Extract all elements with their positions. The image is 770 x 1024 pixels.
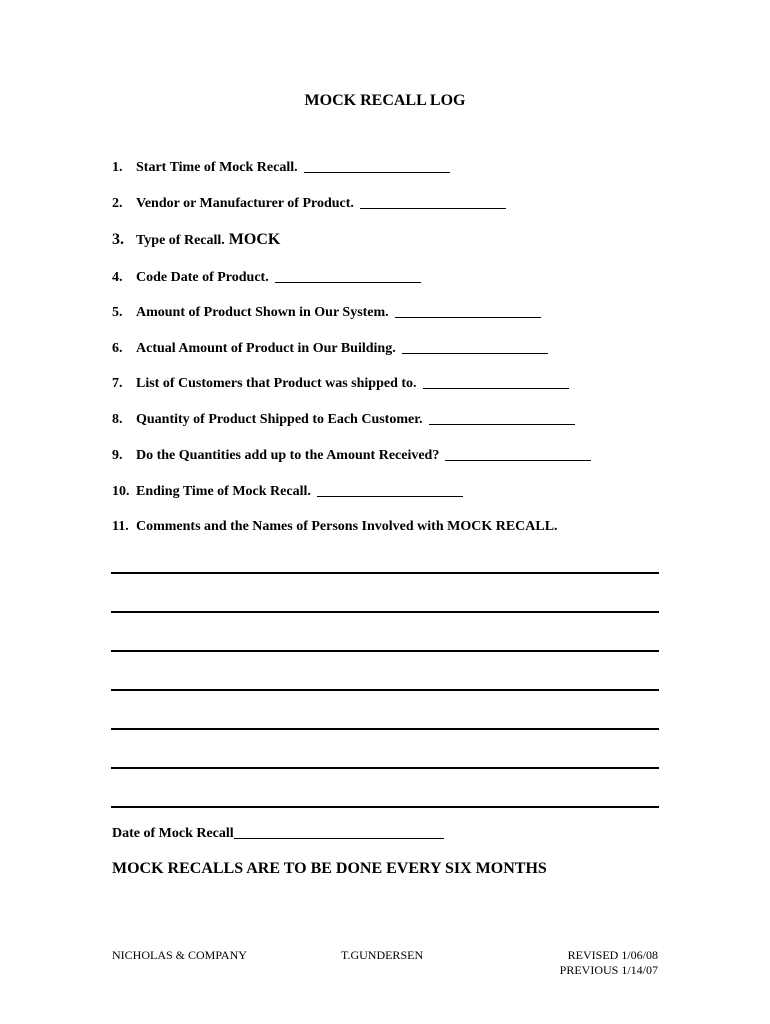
- item-label: Actual Amount of Product in Our Building.: [136, 341, 396, 356]
- item-number: 9.: [112, 448, 123, 463]
- recall-type-value: MOCK: [228, 231, 281, 248]
- frequency-notice: MOCK RECALLS ARE TO BE DONE EVERY SIX MONTHS: [112, 860, 547, 877]
- comment-line[interactable]: [111, 611, 659, 613]
- start-time-field[interactable]: [304, 171, 450, 173]
- item-number: 2.: [112, 196, 123, 211]
- item-number: 10.: [112, 484, 130, 499]
- date-of-mock-recall: [112, 826, 444, 842]
- footer-previous: PREVIOUS 1/14/07: [559, 963, 658, 977]
- customer-list-field[interactable]: [423, 387, 569, 389]
- item-number: 5.: [112, 305, 123, 320]
- item-number: 11.: [112, 519, 129, 534]
- quantities-add-up-field[interactable]: [445, 459, 591, 461]
- item-label: Code Date of Product.: [136, 270, 269, 285]
- item-actual-amount: [112, 341, 548, 357]
- code-date-field[interactable]: [275, 281, 421, 283]
- comment-line[interactable]: [111, 689, 659, 691]
- item-number: 4.: [112, 270, 123, 285]
- quantity-shipped-field[interactable]: [429, 423, 575, 425]
- item-label: Ending Time of Mock Recall.: [136, 484, 311, 499]
- item-number: 1.: [112, 160, 123, 175]
- footer-company: NICHOLAS & COMPANY: [112, 948, 247, 962]
- item-number: 3.: [112, 231, 124, 248]
- comment-line[interactable]: [111, 728, 659, 730]
- ending-time-field[interactable]: [317, 495, 463, 497]
- item-label: Do the Quantities add up to the Amount Received?: [136, 448, 440, 463]
- page-title: MOCK RECALL LOG: [304, 92, 466, 109]
- item-vendor: [112, 196, 506, 212]
- comment-line[interactable]: [111, 806, 659, 808]
- footer-author: T.GUNDERSEN: [341, 948, 424, 962]
- item-comments: [112, 519, 558, 535]
- actual-amount-field[interactable]: [402, 352, 548, 354]
- item-label: Type of Recall.: [136, 233, 225, 248]
- item-number: 6.: [112, 341, 123, 356]
- item-ending-time: [112, 484, 463, 500]
- comment-line[interactable]: [111, 572, 659, 574]
- item-amount-in-system: [112, 305, 541, 321]
- item-quantities-add-up: [112, 448, 591, 464]
- item-label: List of Customers that Product was shipped to.: [136, 376, 417, 391]
- item-number: 7.: [112, 376, 123, 391]
- comment-line[interactable]: [111, 767, 659, 769]
- item-label: Quantity of Product Shipped to Each Customer.: [136, 412, 423, 427]
- date-label: Date of Mock Recall: [112, 826, 234, 841]
- footer-revision: [560, 948, 658, 978]
- item-number: 8.: [112, 412, 123, 427]
- item-type-of-recall: [112, 231, 280, 249]
- comment-line[interactable]: [111, 650, 659, 652]
- item-start-time: [112, 160, 450, 176]
- item-label: Amount of Product Shown in Our System.: [136, 305, 389, 320]
- footer-revised: REVISED 1/06/08: [567, 948, 658, 962]
- item-quantity-shipped: [112, 412, 575, 428]
- vendor-field[interactable]: [360, 207, 506, 209]
- item-code-date: [112, 270, 421, 286]
- item-label: Start Time of Mock Recall.: [136, 160, 298, 175]
- item-label: Comments and the Names of Persons Involved with MOCK RECALL.: [136, 519, 558, 534]
- amount-in-system-field[interactable]: [395, 316, 541, 318]
- item-label: Vendor or Manufacturer of Product.: [136, 196, 354, 211]
- item-customer-list: [112, 376, 569, 392]
- date-field[interactable]: [234, 838, 444, 839]
